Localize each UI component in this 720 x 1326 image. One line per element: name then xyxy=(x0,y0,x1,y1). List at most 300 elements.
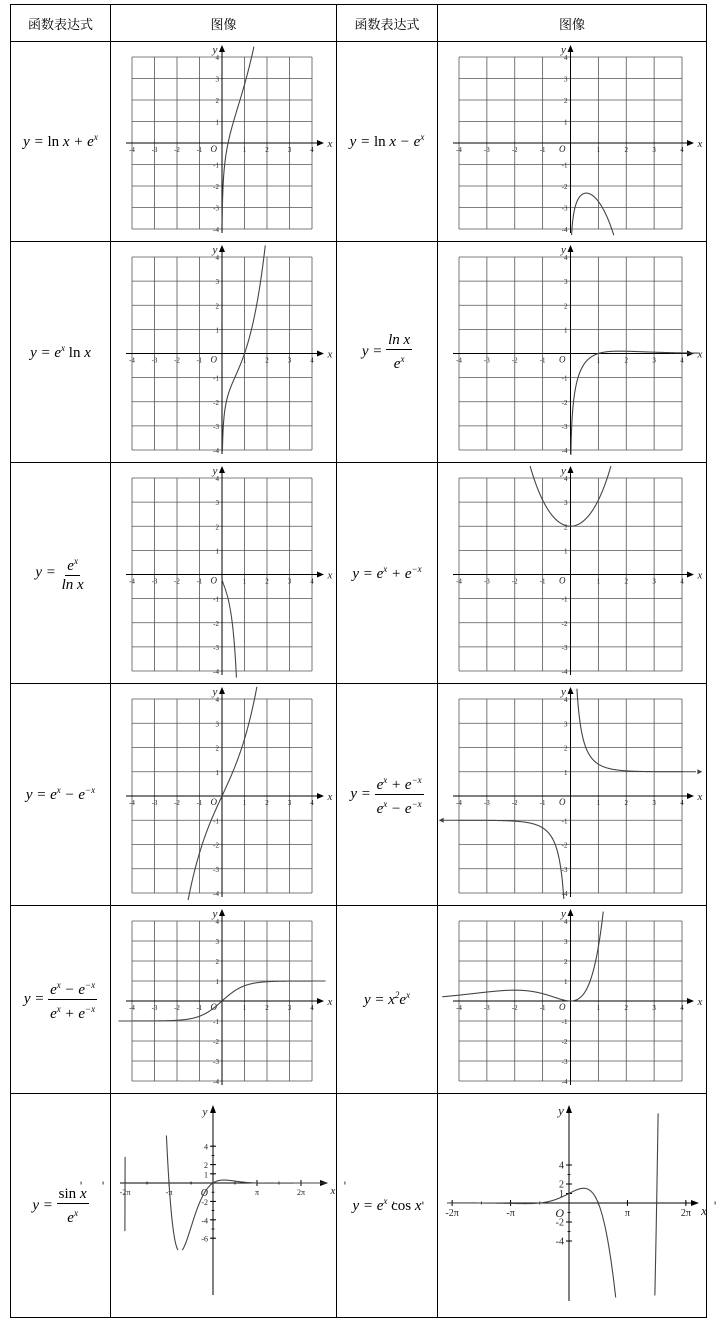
y-tick-label: -2 xyxy=(561,398,567,407)
x-tick-label: 4 xyxy=(309,577,314,585)
origin-label: O xyxy=(210,354,217,364)
y-tick-label: 1 xyxy=(563,977,567,986)
x-tick-label: -1 xyxy=(539,1003,546,1012)
y-tick-label: -3 xyxy=(212,422,219,431)
formula-ex_minus_emx xyxy=(26,785,95,804)
formula-cell xyxy=(337,42,438,242)
x-tick-label: -2 xyxy=(173,577,180,585)
formula-cell xyxy=(10,242,111,463)
x-tick-label: -2 xyxy=(511,356,518,364)
x-tick-label: 4 xyxy=(679,356,684,364)
exponent: x xyxy=(383,775,388,785)
graph-cell xyxy=(111,42,337,242)
graph-cell xyxy=(438,42,707,242)
curve-arrow xyxy=(438,817,443,822)
y-tick-label: 4 xyxy=(215,917,219,926)
x-tick-label: -2 xyxy=(511,577,518,585)
y-tick-label: -3 xyxy=(561,865,567,874)
x-tick-label: 1 xyxy=(242,356,246,364)
x-tick-label: 3 xyxy=(287,577,291,585)
exponent: −x xyxy=(411,799,422,809)
origin-label: O xyxy=(210,575,217,585)
y-tick-label: 1 xyxy=(563,768,567,777)
y-tick-label: 3 xyxy=(563,277,567,286)
formula-part: cos xyxy=(387,1198,412,1214)
formula-cell xyxy=(10,1094,111,1318)
x-tick-label: -3 xyxy=(483,577,490,585)
x-tick-label: -2 xyxy=(173,1003,180,1012)
x-tick-label: 2 xyxy=(624,1003,628,1012)
graph-cell xyxy=(111,1094,337,1318)
formula-ex_lnx xyxy=(30,343,91,362)
numerator xyxy=(57,1186,89,1204)
y-axis-arrow xyxy=(567,909,573,916)
x-axis-arrow xyxy=(687,998,694,1004)
y-tick-label: -2 xyxy=(212,182,219,191)
x-tick-label: -π xyxy=(165,1187,172,1197)
y-tick-label: -4 xyxy=(212,667,219,676)
y-tick-label: 3 xyxy=(215,719,219,728)
x-tick-label: -3 xyxy=(483,356,490,364)
y-tick-label: -4 xyxy=(200,1215,208,1225)
formula-part: e xyxy=(404,565,412,582)
exponent: −x xyxy=(85,1004,96,1014)
x-tick-label: 4 xyxy=(309,1003,314,1012)
formula-part: e xyxy=(50,787,57,803)
exponent: −x xyxy=(85,980,96,990)
y-tick-label: 4 xyxy=(215,474,219,483)
formula-part: ln xyxy=(65,344,81,361)
formula-part: e xyxy=(376,777,384,793)
y-tick-label: 2 xyxy=(563,96,567,105)
x-axis-arrow xyxy=(687,571,694,577)
origin-label: O xyxy=(210,143,217,154)
x-tick-label: 2π xyxy=(296,1187,305,1197)
y-tick-label: 3 xyxy=(563,75,567,83)
formula-part: y = xyxy=(25,787,51,803)
exponent: x xyxy=(406,990,411,1000)
x-axis-label: x xyxy=(697,569,702,581)
y-tick-label: 2 xyxy=(215,744,219,752)
y-tick-label: 1 xyxy=(215,768,219,777)
x-tick-label: -3 xyxy=(483,1003,490,1012)
y-tick-label: 2 xyxy=(563,301,567,310)
function-curve xyxy=(442,911,603,1000)
y-axis-arrow xyxy=(219,687,225,694)
x-tick-label: -4 xyxy=(455,145,462,154)
y-axis-arrow xyxy=(567,466,573,473)
y-tick-label: -4 xyxy=(212,889,219,898)
x-tick-label: -1 xyxy=(196,145,202,154)
x-tick-label: 1 xyxy=(242,577,246,585)
graph-cell xyxy=(111,463,337,684)
y-tick-label: -3 xyxy=(212,865,219,874)
x-tick-label: π xyxy=(254,1187,259,1197)
y-axis-arrow xyxy=(567,687,573,694)
y-tick-label: 1 xyxy=(563,118,567,126)
formula-part: e xyxy=(50,1006,57,1022)
exponent: x xyxy=(400,354,405,364)
graph-cell xyxy=(438,242,707,463)
formula-part: y = xyxy=(352,1198,377,1214)
exponent: x xyxy=(73,1207,78,1218)
function-graph xyxy=(439,907,706,1093)
formula-part: y = xyxy=(35,564,60,581)
y-tick-label: 4 xyxy=(563,917,567,926)
curve-arrow xyxy=(697,769,702,774)
formula-part: y = xyxy=(350,785,375,802)
formula-part: e xyxy=(78,787,86,803)
formula-part: sin xyxy=(58,1185,77,1202)
y-axis-arrow xyxy=(566,1105,572,1113)
y-tick-label: -2 xyxy=(212,1037,219,1046)
exponent: x xyxy=(383,1196,388,1206)
numerator xyxy=(65,553,80,576)
formula-part: y = xyxy=(23,134,48,150)
formula-part: y = xyxy=(361,343,387,360)
y-tick-label: 2 xyxy=(215,522,219,531)
origin-label: O xyxy=(210,1001,217,1012)
y-tick-label: 2 xyxy=(215,957,219,966)
y-tick-label: -2 xyxy=(561,619,567,628)
header-label: 函数表达式 xyxy=(354,17,420,33)
x-tick-label: 3 xyxy=(287,356,291,364)
x-tick-label: 4 xyxy=(309,145,314,154)
fraction xyxy=(60,553,86,593)
origin-label: O xyxy=(558,575,565,585)
origin-label: O xyxy=(558,796,565,807)
x-tick-label: 2 xyxy=(264,356,269,364)
y-tick-label: 3 xyxy=(215,498,219,507)
formula-part: + xyxy=(60,1006,79,1022)
y-axis-label: y xyxy=(560,907,566,920)
formula-part: e xyxy=(399,992,407,1008)
function-graph xyxy=(439,685,706,905)
y-tick-label: 2 xyxy=(563,957,567,966)
x-axis-arrow xyxy=(687,140,694,146)
y-tick-label: 2 xyxy=(215,301,219,310)
function-graph xyxy=(439,243,706,462)
x-tick-label: 3 xyxy=(651,145,656,154)
y-tick-label: -1 xyxy=(212,374,219,383)
formula-part: − xyxy=(60,982,79,998)
formula-part: y = xyxy=(23,990,49,1007)
y-tick-label: 4 xyxy=(563,253,567,262)
x-tick-label: -4 xyxy=(128,577,135,585)
formula-part: e xyxy=(393,356,401,372)
formula-part: e xyxy=(87,134,94,150)
formula-part: e xyxy=(50,982,57,998)
x-tick-label: -3 xyxy=(151,798,157,807)
formula-part: − xyxy=(60,787,79,803)
x-tick-label: 1 xyxy=(596,356,600,364)
exponent: −x xyxy=(85,785,96,795)
y-tick-label: -2 xyxy=(212,398,219,407)
y-tick-label: 1 xyxy=(563,546,567,555)
y-tick-label: -4 xyxy=(555,1236,564,1247)
formula-part: e xyxy=(413,134,421,150)
x-tick-label: 4 xyxy=(679,577,684,585)
x-axis-arrow xyxy=(317,571,324,577)
y-tick-label: 1 xyxy=(215,977,219,986)
function-graph xyxy=(112,243,336,462)
x-tick-label: 4 xyxy=(679,798,684,807)
x-tick-label: 2 xyxy=(264,1003,269,1012)
x-axis-label: x xyxy=(700,1202,707,1218)
x-tick-label: -2 xyxy=(511,145,518,154)
y-tick-label: -6 xyxy=(200,1234,208,1244)
y-tick-label: 4 xyxy=(215,695,219,704)
y-tick-label: 1 xyxy=(215,118,219,126)
formula-cell xyxy=(337,906,438,1094)
denominator xyxy=(48,1000,97,1022)
x-tick-label: -4 xyxy=(455,577,462,585)
function-graph xyxy=(112,907,336,1093)
header-label: 函数表达式 xyxy=(27,17,93,33)
x-tick-label: 3 xyxy=(287,1003,291,1012)
x-tick-label: 1 xyxy=(596,577,600,585)
x-axis-label: x xyxy=(327,790,332,803)
x-tick-label: -4 xyxy=(128,798,135,807)
y-tick-label: 1 xyxy=(558,1188,564,1200)
function-curve xyxy=(570,351,698,455)
formula-part: e xyxy=(78,982,86,998)
x-tick-label: -2π xyxy=(444,1207,459,1219)
y-tick-label: -4 xyxy=(212,225,219,234)
formula-part: x xyxy=(388,992,395,1008)
formula-part: e xyxy=(67,1209,74,1226)
y-axis-arrow xyxy=(219,909,225,916)
formula-lnx_plus_ex xyxy=(23,132,98,151)
function-graph xyxy=(439,464,706,683)
y-tick-label: -2 xyxy=(561,1037,567,1046)
formula-part: e xyxy=(404,801,412,817)
x-tick-label: -1 xyxy=(539,356,546,364)
fraction xyxy=(375,772,424,817)
formula-part: x + xyxy=(59,134,88,150)
y-tick-label: -4 xyxy=(561,889,567,898)
y-axis-arrow xyxy=(219,245,225,252)
x-axis-label: x xyxy=(697,995,702,1008)
y-tick-label: 4 xyxy=(215,53,219,62)
fraction xyxy=(386,332,412,372)
x-tick-label: 3 xyxy=(287,798,291,807)
formula-part: x − xyxy=(385,134,414,150)
y-axis-label: y xyxy=(212,907,217,920)
x-tick-label: 2 xyxy=(624,577,628,585)
y-tick-label: 3 xyxy=(563,937,567,946)
denominator xyxy=(375,795,424,817)
x-axis-arrow xyxy=(691,1200,699,1206)
numerator xyxy=(48,977,97,1000)
formula-sinx_over_ex xyxy=(32,1186,88,1226)
formula-coth xyxy=(350,772,423,817)
exponent: x xyxy=(56,980,61,990)
x-tick-label: 2 xyxy=(624,798,628,807)
y-tick-label: -4 xyxy=(561,446,567,455)
y-tick-label: 2 xyxy=(558,1179,564,1190)
x-axis-label: x xyxy=(327,348,332,360)
formula-cell xyxy=(337,463,438,684)
function-graph xyxy=(112,43,336,241)
x-tick-label: -4 xyxy=(455,798,462,807)
origin-label: O xyxy=(558,1001,565,1012)
origin-label: O xyxy=(558,143,565,154)
exponent: x xyxy=(56,785,61,795)
x-tick-label: -3 xyxy=(483,798,490,807)
header-label: 图像 xyxy=(558,17,585,33)
formula-cell xyxy=(10,684,111,906)
x-tick-label: -2 xyxy=(173,798,180,807)
x-tick-label: 1 xyxy=(596,1003,600,1012)
y-tick-label: -4 xyxy=(561,225,567,234)
y-axis-label: y xyxy=(560,464,566,477)
x-tick-label: 2 xyxy=(264,577,269,585)
formula-part: e xyxy=(54,344,62,361)
numerator xyxy=(386,332,412,350)
y-tick-label: 3 xyxy=(563,719,567,728)
x-tick-label: -3 xyxy=(151,356,157,364)
exponent: x xyxy=(420,132,425,142)
x-tick-label: 2 xyxy=(264,145,269,154)
x-axis-label: x xyxy=(330,1184,335,1197)
formula-cell xyxy=(337,684,438,906)
y-tick-label: -1 xyxy=(561,1017,567,1026)
fraction xyxy=(48,977,97,1022)
y-tick-label: 4 xyxy=(563,474,567,483)
formula-part: + xyxy=(387,565,405,582)
y-tick-label: 4 xyxy=(563,695,567,704)
x-axis-arrow xyxy=(317,998,324,1004)
x-tick-label: 1 xyxy=(242,145,246,154)
y-tick-label: 3 xyxy=(215,277,219,286)
function-table xyxy=(10,4,707,1318)
x-tick-label: 3 xyxy=(287,145,291,154)
y-axis-label: y xyxy=(560,43,566,56)
origin-label: O xyxy=(554,1205,564,1220)
y-tick-label: 4 xyxy=(563,53,567,62)
x-axis-label: x xyxy=(697,137,702,150)
formula-cell xyxy=(10,906,111,1094)
function-curve xyxy=(222,46,254,222)
function-curve xyxy=(444,1113,658,1297)
x-tick-label: -2 xyxy=(511,1003,518,1012)
formula-part: + xyxy=(387,777,405,793)
x-tick-label: -π xyxy=(505,1207,515,1219)
x-tick-label: -4 xyxy=(128,1003,135,1012)
formula-part: x xyxy=(80,344,91,361)
x-tick-label: -1 xyxy=(196,356,202,364)
formula-part: e xyxy=(78,1006,86,1022)
x-axis-label: x xyxy=(327,995,332,1008)
x-tick-label: 1 xyxy=(242,798,246,807)
y-tick-label: 1 xyxy=(203,1169,208,1179)
x-axis-label: x xyxy=(327,569,332,581)
y-tick-label: 3 xyxy=(215,937,219,946)
denominator xyxy=(60,576,86,593)
formula-lnx_over_ex xyxy=(362,332,412,372)
y-tick-label: -1 xyxy=(561,595,567,604)
exponent: x xyxy=(383,563,388,574)
formula-part: e xyxy=(404,777,412,793)
graph-cell xyxy=(111,242,337,463)
formula-part: y = xyxy=(30,344,55,361)
formula-lnx_minus_ex xyxy=(350,132,425,151)
x-tick-label: 3 xyxy=(651,356,656,364)
x-tick-label: -1 xyxy=(196,577,202,585)
x-axis-label: x xyxy=(327,137,332,150)
x-tick-label: -3 xyxy=(151,1003,157,1012)
y-tick-label: 1 xyxy=(215,546,219,555)
y-tick-label: -4 xyxy=(561,1077,567,1086)
function-curve xyxy=(222,245,265,451)
y-tick-label: -1 xyxy=(212,161,219,169)
y-tick-label: -2 xyxy=(555,1217,564,1228)
x-tick-label: -3 xyxy=(151,145,157,154)
formula-cell xyxy=(10,42,111,242)
x-axis-label: x xyxy=(697,790,702,803)
exponent: x xyxy=(73,556,78,566)
x-tick-label: -3 xyxy=(483,145,490,154)
y-tick-label: -4 xyxy=(561,667,567,676)
function-curve xyxy=(222,579,236,677)
y-tick-label: -3 xyxy=(561,422,567,431)
function-curve xyxy=(442,820,564,899)
y-tick-label: -1 xyxy=(212,816,219,825)
y-tick-label: 2 xyxy=(563,744,567,752)
x-tick-label: 4 xyxy=(309,798,314,807)
formula-part: y = xyxy=(349,134,374,150)
exponent: x xyxy=(383,799,388,809)
exponent: x xyxy=(93,132,98,142)
exponent: −x xyxy=(411,563,422,574)
y-axis-label: y xyxy=(202,1105,207,1118)
x-tick-label: -1 xyxy=(196,1003,202,1012)
function-graph xyxy=(439,1095,706,1317)
y-tick-label: -2 xyxy=(200,1197,208,1207)
y-axis-arrow xyxy=(567,45,573,52)
y-axis-label: y xyxy=(212,685,217,698)
y-axis-label: y xyxy=(560,685,566,698)
x-tick-label: -1 xyxy=(539,145,546,154)
formula-part: ln xyxy=(373,134,386,150)
header-col3 xyxy=(337,4,438,42)
y-tick-label: -2 xyxy=(561,841,567,849)
graph-cell xyxy=(438,1094,707,1318)
numerator xyxy=(375,772,424,795)
x-tick-label: 2π xyxy=(680,1207,691,1219)
formula-part: y = xyxy=(32,1196,57,1213)
formula-part: ln xyxy=(47,134,60,150)
y-axis-arrow xyxy=(219,45,225,52)
exponent: −x xyxy=(411,775,422,785)
x-tick-label: -2 xyxy=(173,145,180,154)
x-tick-label: 2 xyxy=(624,145,628,154)
exponent: x xyxy=(56,1004,61,1014)
formula-part: x xyxy=(411,1198,422,1214)
x-tick-label: -4 xyxy=(455,1003,462,1012)
formula-part: y = xyxy=(363,992,389,1008)
x-tick-label: 2 xyxy=(264,798,269,807)
formula-cell xyxy=(10,463,111,684)
x-tick-label: 3 xyxy=(651,577,656,585)
y-axis-label: y xyxy=(212,243,217,256)
header-col4 xyxy=(438,4,707,42)
y-tick-label: -1 xyxy=(561,374,567,383)
function-curve xyxy=(188,686,257,899)
y-axis-label: y xyxy=(560,243,566,256)
formula-ex_cosx xyxy=(352,1196,421,1215)
